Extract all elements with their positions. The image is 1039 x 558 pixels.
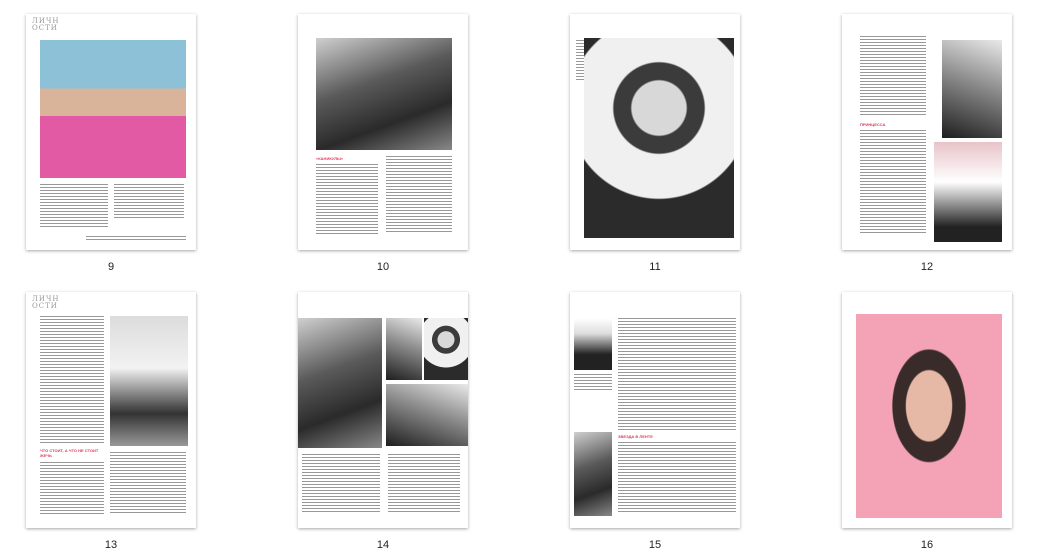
thumbnail-page-14[interactable] — [298, 292, 468, 551]
section-subhead: ПРИНЦЕССА — [860, 122, 886, 127]
page-preview — [26, 292, 196, 528]
thumbnail-page-13[interactable] — [26, 292, 196, 551]
thumbnail-page-11[interactable] — [570, 14, 740, 273]
thumbnail-page-9[interactable] — [26, 14, 196, 273]
thumbnail-page-12[interactable] — [842, 14, 1012, 273]
text-column — [40, 462, 104, 514]
text-column — [110, 452, 186, 514]
section-subhead: «КАНИКУЛЫ» — [316, 156, 344, 161]
page-number: 15 — [648, 539, 662, 551]
page-number: 9 — [107, 261, 115, 273]
photo — [934, 142, 1002, 242]
photo — [574, 432, 612, 516]
photo — [110, 316, 188, 446]
page-number: 14 — [376, 539, 390, 551]
text-column — [860, 36, 926, 116]
text-column — [316, 164, 378, 234]
caption-text — [574, 374, 612, 392]
page-preview — [26, 14, 196, 250]
photo — [316, 38, 452, 150]
page-number: 16 — [920, 539, 934, 551]
page-preview — [298, 14, 468, 250]
magazine-logo: ЛИЧНОСТИ — [32, 295, 60, 310]
photo — [386, 384, 468, 446]
text-column — [618, 442, 736, 514]
page-preview — [570, 292, 740, 528]
thumbnail-page-15[interactable] — [570, 292, 740, 551]
text-column — [618, 318, 736, 430]
section-subhead: ЗВЕЗДА В ЛЕНТЕ — [618, 434, 653, 439]
page-preview — [842, 292, 1012, 528]
text-column — [40, 184, 108, 229]
caption-text — [86, 236, 186, 242]
section-subhead: ЧТО СТОИТ, А ЧТО НЕ СТОИТ ЖЕЧЬ — [40, 448, 99, 458]
page-preview — [570, 14, 740, 250]
magazine-logo: ЛИЧНОСТИ — [32, 17, 60, 32]
photo — [584, 38, 734, 238]
text-column — [386, 156, 452, 234]
photo — [386, 318, 422, 380]
text-column — [40, 316, 104, 444]
photo — [298, 318, 382, 448]
photo — [856, 314, 1002, 518]
page-number: 10 — [376, 261, 390, 273]
page-number: 13 — [104, 539, 118, 551]
page-number: 11 — [649, 261, 661, 273]
page-preview — [842, 14, 1012, 250]
thumbnail-page-16[interactable] — [842, 292, 1012, 551]
thumbnail-page-10[interactable] — [298, 14, 468, 273]
photo — [424, 318, 468, 380]
photo — [40, 40, 186, 178]
photo — [574, 318, 612, 370]
text-column — [114, 184, 184, 219]
text-column — [302, 454, 380, 514]
page-number: 12 — [920, 261, 934, 273]
photo — [942, 40, 1002, 138]
page-preview — [298, 292, 468, 528]
text-column — [860, 130, 926, 234]
text-column — [388, 454, 460, 514]
